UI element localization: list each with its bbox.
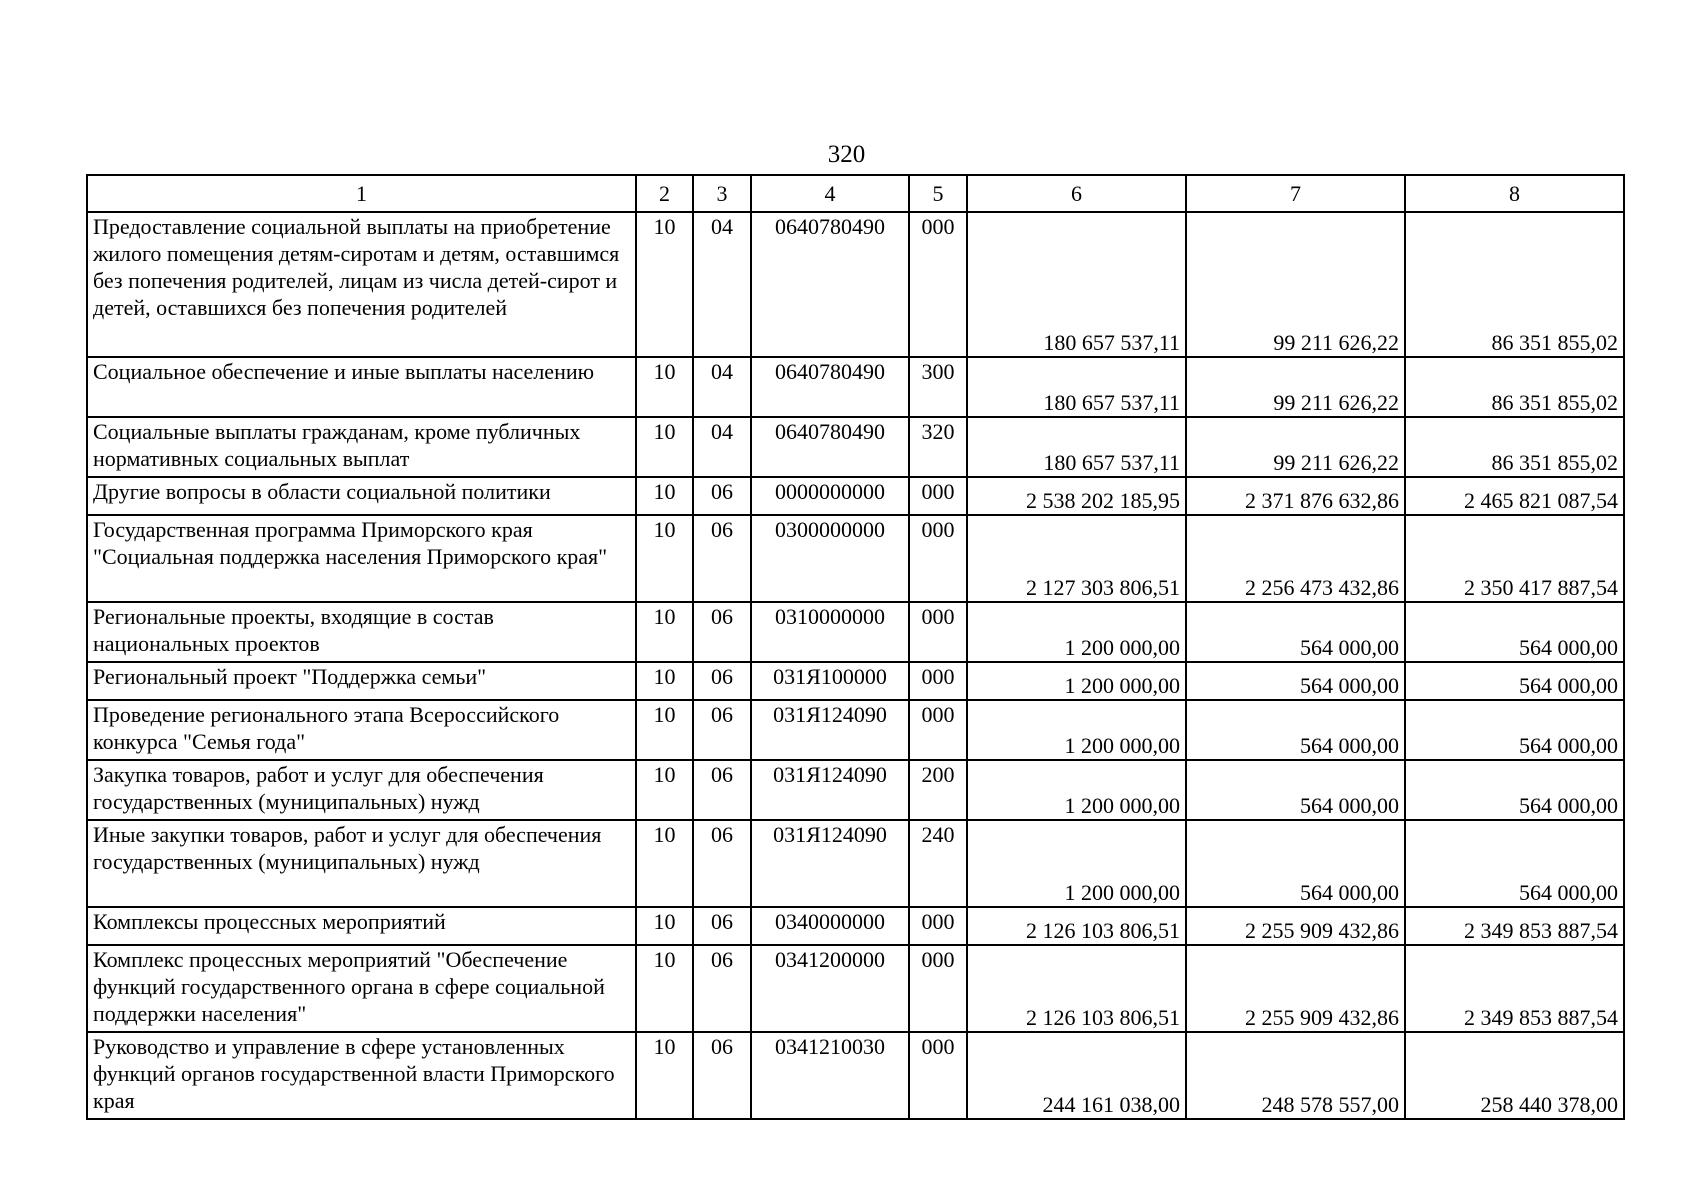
row-amount-col6: 1 200 000,00 [967, 820, 1186, 907]
row-subsection: 06 [693, 477, 751, 515]
row-amount-col7: 564 000,00 [1186, 820, 1405, 907]
header-col-1: 1 [87, 175, 636, 212]
row-amount-col8: 2 349 853 887,54 [1405, 907, 1624, 945]
row-expense-type: 000 [909, 662, 967, 700]
row-section: 10 [636, 1032, 693, 1119]
row-subsection: 06 [693, 515, 751, 602]
row-section: 10 [636, 417, 693, 477]
row-expense-type: 000 [909, 700, 967, 760]
row-subsection: 06 [693, 602, 751, 662]
row-section: 10 [636, 515, 693, 602]
row-amount-col6: 180 657 537,11 [967, 417, 1186, 477]
row-name: Комплексы процессных мероприятий [87, 907, 636, 945]
budget-table [86, 174, 1625, 1120]
row-target-article: 0640780490 [751, 417, 909, 477]
row-target-article: 031Я100000 [751, 662, 909, 700]
header-col-5: 5 [909, 175, 967, 212]
row-target-article: 0300000000 [751, 515, 909, 602]
row-target-article: 0341210030 [751, 1032, 909, 1119]
header-col-2: 2 [636, 175, 693, 212]
header-col-6: 6 [967, 175, 1186, 212]
row-amount-col8: 564 000,00 [1405, 602, 1624, 662]
row-amount-col7: 99 211 626,22 [1186, 212, 1405, 357]
row-name: Предоставление социальной выплаты на приобретение жилого помещения детям-сиротам и детям, оставшимся без попечения родителей, лицам из числа детей-сирот и детей, оставшихся без попечения родителей [87, 212, 636, 357]
row-name: Закупка товаров, работ и услуг для обеспечения государственных (муниципальных) нужд [87, 760, 636, 820]
row-target-article: 0310000000 [751, 602, 909, 662]
row-amount-col7: 99 211 626,22 [1186, 417, 1405, 477]
row-amount-col6: 2 127 303 806,51 [967, 515, 1186, 602]
row-section: 10 [636, 700, 693, 760]
row-amount-col6: 180 657 537,11 [967, 212, 1186, 357]
row-name: Иные закупки товаров, работ и услуг для обеспечения государственных (муниципальных) нужд [87, 820, 636, 907]
row-amount-col8: 86 351 855,02 [1405, 357, 1624, 417]
row-section: 10 [636, 357, 693, 417]
row-amount-col8: 258 440 378,00 [1405, 1032, 1624, 1119]
table-row [87, 212, 1624, 357]
row-name: Проведение регионального этапа Всероссийского конкурса "Семья года" [87, 700, 636, 760]
row-amount-col6: 2 538 202 185,95 [967, 477, 1186, 515]
table-row [87, 760, 1624, 820]
row-name: Социальное обеспечение и иные выплаты населению [87, 357, 636, 417]
row-section: 10 [636, 760, 693, 820]
row-amount-col8: 564 000,00 [1405, 820, 1624, 907]
table-row [87, 1032, 1624, 1119]
header-col-8: 8 [1405, 175, 1624, 212]
row-expense-type: 000 [909, 602, 967, 662]
row-section: 10 [636, 662, 693, 700]
row-subsection: 06 [693, 907, 751, 945]
row-amount-col7: 2 371 876 632,86 [1186, 477, 1405, 515]
row-amount-col6: 1 200 000,00 [967, 700, 1186, 760]
row-subsection: 06 [693, 760, 751, 820]
row-amount-col7: 564 000,00 [1186, 662, 1405, 700]
header-col-3: 3 [693, 175, 751, 212]
row-name: Региональный проект "Поддержка семьи" [87, 662, 636, 700]
row-name: Другие вопросы в области социальной политики [87, 477, 636, 515]
row-amount-col8: 564 000,00 [1405, 700, 1624, 760]
row-amount-col6: 244 161 038,00 [967, 1032, 1186, 1119]
table-row [87, 662, 1624, 700]
row-amount-col7: 248 578 557,00 [1186, 1032, 1405, 1119]
row-amount-col7: 99 211 626,22 [1186, 357, 1405, 417]
table-row [87, 477, 1624, 515]
table-row [87, 417, 1624, 477]
row-subsection: 06 [693, 662, 751, 700]
row-amount-col8: 2 349 853 887,54 [1405, 945, 1624, 1032]
row-amount-col8: 86 351 855,02 [1405, 212, 1624, 357]
row-amount-col7: 564 000,00 [1186, 602, 1405, 662]
row-target-article: 0640780490 [751, 212, 909, 357]
row-target-article: 031Я124090 [751, 700, 909, 760]
row-section: 10 [636, 212, 693, 357]
row-expense-type: 000 [909, 945, 967, 1032]
table-row [87, 700, 1624, 760]
table-row [87, 357, 1624, 417]
row-expense-type: 000 [909, 515, 967, 602]
row-subsection: 06 [693, 700, 751, 760]
row-expense-type: 320 [909, 417, 967, 477]
table-row [87, 907, 1624, 945]
row-section: 10 [636, 602, 693, 662]
row-name: Комплекс процессных мероприятий "Обеспечение функций государственного органа в сфере социальной поддержки населения" [87, 945, 636, 1032]
row-amount-col6: 180 657 537,11 [967, 357, 1186, 417]
row-target-article: 0640780490 [751, 357, 909, 417]
row-amount-col8: 564 000,00 [1405, 662, 1624, 700]
row-expense-type: 000 [909, 212, 967, 357]
row-expense-type: 000 [909, 477, 967, 515]
row-target-article: 031Я124090 [751, 820, 909, 907]
table-header-row [87, 175, 1624, 212]
row-amount-col6: 1 200 000,00 [967, 602, 1186, 662]
row-subsection: 06 [693, 820, 751, 907]
table-row [87, 602, 1624, 662]
row-amount-col8: 2 465 821 087,54 [1405, 477, 1624, 515]
table-row [87, 820, 1624, 907]
header-col-4: 4 [751, 175, 909, 212]
header-col-7: 7 [1186, 175, 1405, 212]
row-expense-type: 300 [909, 357, 967, 417]
row-amount-col6: 1 200 000,00 [967, 760, 1186, 820]
row-section: 10 [636, 820, 693, 907]
row-name: Региональные проекты, входящие в состав национальных проектов [87, 602, 636, 662]
row-amount-col7: 564 000,00 [1186, 760, 1405, 820]
row-expense-type: 000 [909, 907, 967, 945]
row-target-article: 0340000000 [751, 907, 909, 945]
row-name: Руководство и управление в сфере установленных функций органов государственной власти Приморского края [87, 1032, 636, 1119]
row-amount-col8: 2 350 417 887,54 [1405, 515, 1624, 602]
row-subsection: 04 [693, 357, 751, 417]
row-amount-col7: 2 256 473 432,86 [1186, 515, 1405, 602]
row-target-article: 031Я124090 [751, 760, 909, 820]
row-section: 10 [636, 477, 693, 515]
row-amount-col6: 2 126 103 806,51 [967, 907, 1186, 945]
row-name: Социальные выплаты гражданам, кроме публичных нормативных социальных выплат [87, 417, 636, 477]
table-row [87, 945, 1624, 1032]
row-section: 10 [636, 945, 693, 1032]
row-section: 10 [636, 907, 693, 945]
row-subsection: 06 [693, 1032, 751, 1119]
row-expense-type: 240 [909, 820, 967, 907]
row-amount-col7: 2 255 909 432,86 [1186, 945, 1405, 1032]
row-amount-col7: 2 255 909 432,86 [1186, 907, 1405, 945]
page-number: 320 [827, 141, 866, 168]
row-amount-col6: 1 200 000,00 [967, 662, 1186, 700]
table-row [87, 515, 1624, 602]
row-target-article: 0000000000 [751, 477, 909, 515]
row-amount-col6: 2 126 103 806,51 [967, 945, 1186, 1032]
row-subsection: 04 [693, 417, 751, 477]
row-target-article: 0341200000 [751, 945, 909, 1032]
row-expense-type: 000 [909, 1032, 967, 1119]
row-amount-col8: 564 000,00 [1405, 760, 1624, 820]
row-subsection: 06 [693, 945, 751, 1032]
row-name: Государственная программа Приморского края "Социальная поддержка населения Приморского края" [87, 515, 636, 602]
row-subsection: 04 [693, 212, 751, 357]
row-amount-col8: 86 351 855,02 [1405, 417, 1624, 477]
row-amount-col7: 564 000,00 [1186, 700, 1405, 760]
row-expense-type: 200 [909, 760, 967, 820]
